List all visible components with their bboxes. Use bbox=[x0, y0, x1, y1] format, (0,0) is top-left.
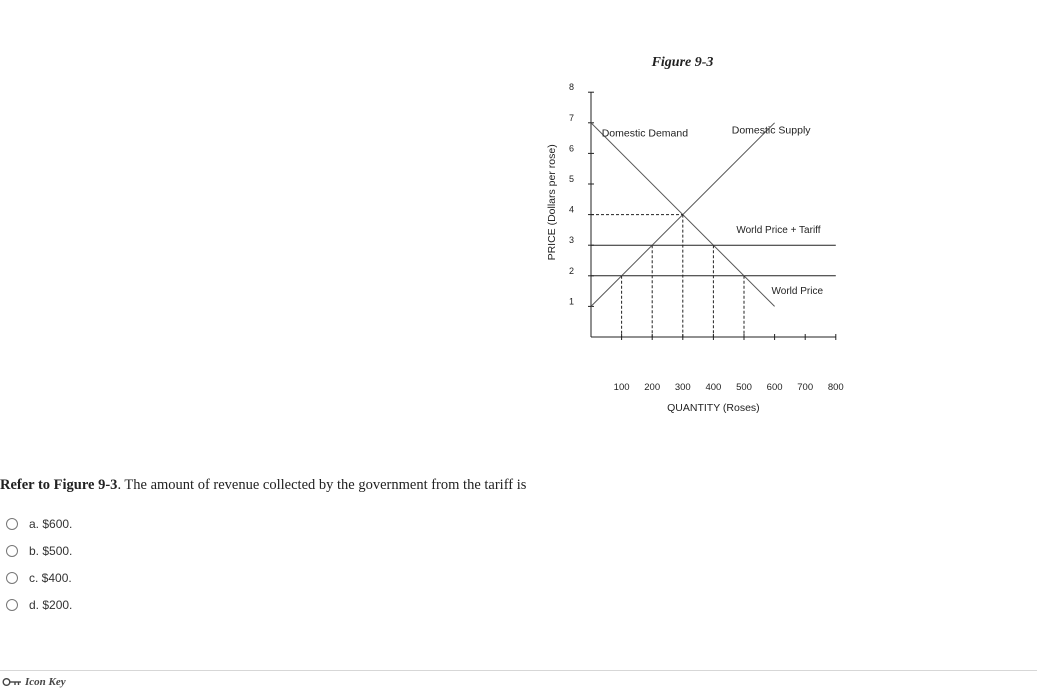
choice-a-label[interactable]: a. $600. bbox=[29, 516, 73, 531]
x-tick-label-400: 400 bbox=[705, 382, 722, 393]
answer-choices bbox=[6, 510, 72, 618]
radio-button-icon[interactable] bbox=[6, 545, 18, 557]
x-tick-label-100: 100 bbox=[613, 382, 630, 393]
icon-key-label[interactable]: Icon Key bbox=[25, 676, 66, 688]
y-tick-label-4: 4 bbox=[568, 204, 574, 215]
choice-c[interactable] bbox=[6, 564, 72, 591]
y-tick-label-3: 3 bbox=[568, 235, 574, 246]
x-tick-label-300: 300 bbox=[674, 382, 691, 393]
choice-d-label[interactable]: d. $200. bbox=[29, 597, 73, 612]
x-tick-label-600: 600 bbox=[766, 382, 783, 393]
x-tick-label-700: 700 bbox=[797, 382, 814, 393]
key-icon bbox=[2, 676, 22, 688]
world-price-label: World Price bbox=[771, 286, 824, 298]
y-tick-label-1: 1 bbox=[568, 296, 574, 307]
y-tick-label-8: 8 bbox=[568, 82, 574, 93]
y-axis-title: PRICE (Dollars per rose) bbox=[546, 144, 558, 261]
y-tick-label-6: 6 bbox=[568, 143, 574, 154]
radio-button-icon[interactable] bbox=[6, 518, 18, 530]
choice-b[interactable] bbox=[6, 537, 72, 564]
figure-title: Figure 9-3 bbox=[651, 55, 714, 70]
figure-reference: Refer to Figure 9-3 bbox=[0, 477, 118, 493]
footer-divider bbox=[0, 670, 1037, 671]
question-text bbox=[0, 477, 526, 494]
y-tick-label-5: 5 bbox=[568, 174, 574, 184]
x-tick-label-500: 500 bbox=[736, 382, 752, 393]
radio-button-icon[interactable] bbox=[6, 599, 18, 611]
domestic-supply-label: Domestic Supply bbox=[731, 124, 811, 137]
x-axis-title: QUANTITY (Roses) bbox=[667, 402, 760, 414]
choice-a[interactable] bbox=[6, 510, 72, 537]
y-tick-label-2: 2 bbox=[568, 265, 574, 276]
choice-b-label[interactable]: b. $500. bbox=[29, 543, 73, 558]
world-price-plus-tariff-label: World Price + Tariff bbox=[736, 224, 821, 236]
question-body: . The amount of revenue collected by the government from the tariff is bbox=[117, 477, 527, 493]
icon-key-link[interactable] bbox=[2, 676, 66, 688]
choice-c-label[interactable]: c. $400. bbox=[29, 570, 72, 585]
choice-d[interactable] bbox=[6, 591, 72, 618]
figure-9-3-chart bbox=[540, 82, 860, 425]
radio-button-icon[interactable] bbox=[6, 572, 18, 584]
x-tick-label-800: 800 bbox=[827, 382, 844, 393]
y-tick-label-7: 7 bbox=[568, 112, 574, 123]
x-tick-label-200: 200 bbox=[644, 382, 661, 393]
domestic-demand-label: Domestic Demand bbox=[601, 127, 689, 140]
